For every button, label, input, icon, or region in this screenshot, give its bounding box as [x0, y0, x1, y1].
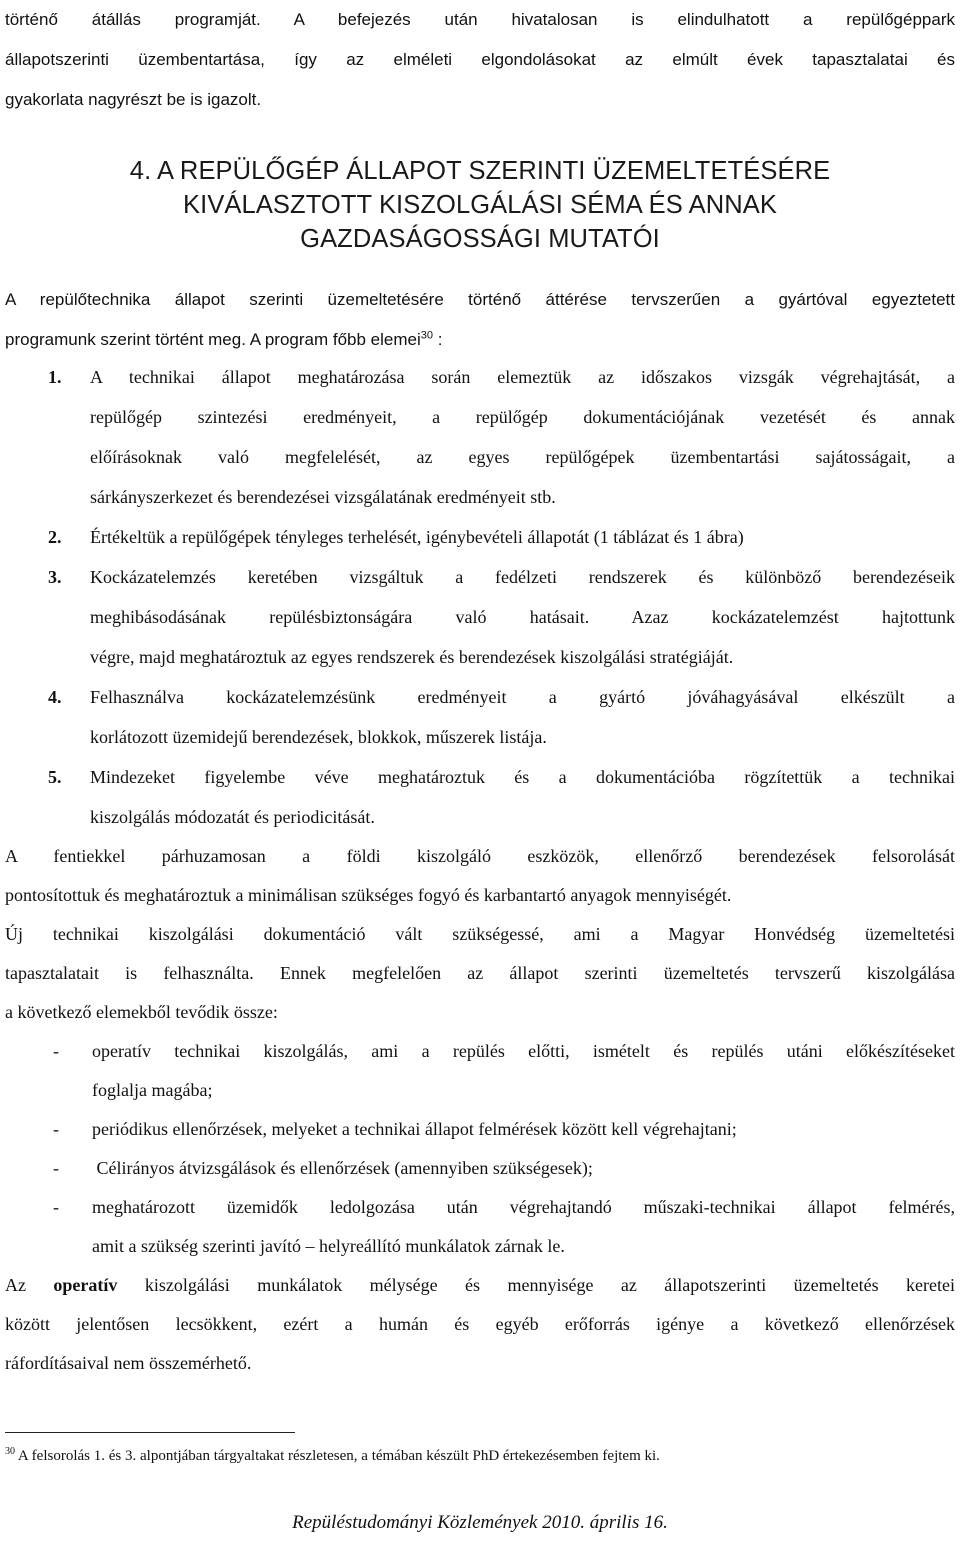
list-item: 5. Mindezeket figyelembe véve meghatároztuk és a dokumentációba rögzítettük a technikai kiszolgálás módozatát és periodicitását. [5, 757, 955, 837]
footnote-text: A felsorolás 1. és 3. alpontjában tárgyaltakat részletesen, a témában készült PhD értekezésemben fejtem ki. [15, 1448, 660, 1464]
dash-marker: - [53, 1197, 59, 1217]
paragraph-documentation: Új technikai kiszolgálási dokumentáció vált szükségessé, ami a Magyar Honvédség üzemeltetési tapasztalatait is felhasználta. Ennek megfelelően az állapot szerinti üzemeltetés tervszerű kiszolgálása a következő elemekből tevődik össze: [5, 924, 955, 1022]
footnote-separator [5, 1432, 295, 1433]
dash-marker: - [53, 1041, 59, 1061]
intro-line-1: történő átállás programját. A befejezés után hivatalosan is elindulhatott a repülőgéppark [5, 10, 955, 29]
numbered-list [5, 357, 955, 1383]
footnote [5, 1445, 955, 1467]
list-item: 1. A technikai állapot meghatározása során elemeztük az időszakos vizsgák végrehajtását, a repülőgép szintezési eredményeit, a repülőgép dokumentációjának vezetését és annak előírásoknak való megfelelését, az egyes repülőgépek üzembentartási sajátosságait, a sárkányszerkezet és berendezései vizsgálatának eredményeit stb. [5, 357, 955, 517]
list-item: 4. Felhasználva kockázatelemzésünk eredményeit a gyártó jóváhagyásával elkészült a korlátozott üzemidejű berendezések, blokkok, műszerek listája. [5, 677, 955, 757]
paragraph-ground-equipment: A fentiekkel párhuzamosan a földi kiszolgáló eszközök, ellenőrző berendezések felsorolását pontosítottuk és meghatároztuk a minimálisan szükséges fogyó és karbantartó anyagok mennyiségét. [5, 846, 955, 905]
lead-line-1: A repülőtechnika állapot szerinti üzemeltetésére történő áttérése tervszerűen a gyártóval egyeztetett [5, 290, 955, 309]
list-item: 3. Kockázatelemzés keretében vizsgáltuk a fedélzeti rendszerek és különböző berendezéseik meghibásodásának repülésbiztonságára való hatásait. Azaz kockázatelemzést hajtottunk végre, majd meghatároztuk az egyes rendszerek és berendezések kiszolgálási stratégiáját. [5, 557, 955, 677]
dash-list-item: - periódikus ellenőrzések, melyeket a technikai állapot felmérések között kell végrehajtani; [5, 1110, 955, 1149]
dash-list-item: - meghatározott üzemidők ledolgozása után végrehajtandó műszaki-technikai állapot felmérés, amit a szükség szerinti javító – helyreállító munkálatok zárnak le. [5, 1188, 955, 1266]
list-item-number: 2. [48, 527, 62, 547]
list-item-number: 1. [48, 367, 62, 387]
dash-list [5, 1032, 955, 1266]
footnote-number: 30 [5, 1446, 15, 1457]
section-heading [0, 154, 960, 256]
heading-line-3: GAZDASÁGOSSÁGI MUTATÓI [300, 225, 660, 253]
heading-line-2: KIVÁLASZTOTT KISZOLGÁLÁSI SÉMA ÉS ANNAK [183, 191, 777, 219]
intro-paragraph [5, 0, 955, 120]
dash-list-item: - Célirányos átvizsgálások és ellenőrzések (amennyiben szükségesek); [5, 1149, 955, 1188]
footnote-ref[interactable]: 30 [420, 329, 434, 342]
paragraph-operative: Az operatív kiszolgálási munkálatok mélysége és mennyisége az állapotszerinti üzemeltetés keretei között jelentősen lecsökkent, ezért a humán és egyéb erőforrás igénye a következő ellenőrzések ráfordításaival nem összemérhető. [5, 1275, 955, 1373]
lead-paragraph [5, 280, 955, 360]
intro-line-2: állapotszerinti üzembentartása, így az elméleti elgondolásokat az elmúlt évek tapasztalatai és [5, 50, 955, 69]
intro-line-3: gyakorlata nagyrészt be is igazolt. [5, 90, 262, 109]
page-footer: Repüléstudományi Közlemények 2010. április 16. [292, 1512, 668, 1533]
list-item: 2. Értékeltük a repülőgépek tényleges terhelését, igénybevételi állapotát (1 táblázat és 1 ábra) [5, 517, 955, 557]
emphasis-operativ: operatív [53, 1275, 118, 1295]
dash-marker: - [53, 1158, 59, 1178]
list-item-number: 5. [48, 767, 62, 787]
dash-marker: - [53, 1119, 59, 1139]
lead-line-2: programunk szerint történt meg. A program főbb elemei$^{30}$ : [5, 329, 443, 349]
dash-list-item: - operatív technikai kiszolgálás, ami a repülés előtti, ismételt és repülés utáni előkészítéseket foglalja magába; [5, 1032, 955, 1110]
heading-line-1: 4. A REPÜLŐGÉP ÁLLAPOT SZERINTI ÜZEMELTETÉSÉRE [129, 157, 831, 185]
list-item-number: 3. [48, 567, 62, 587]
list-item-number: 4. [48, 687, 62, 707]
